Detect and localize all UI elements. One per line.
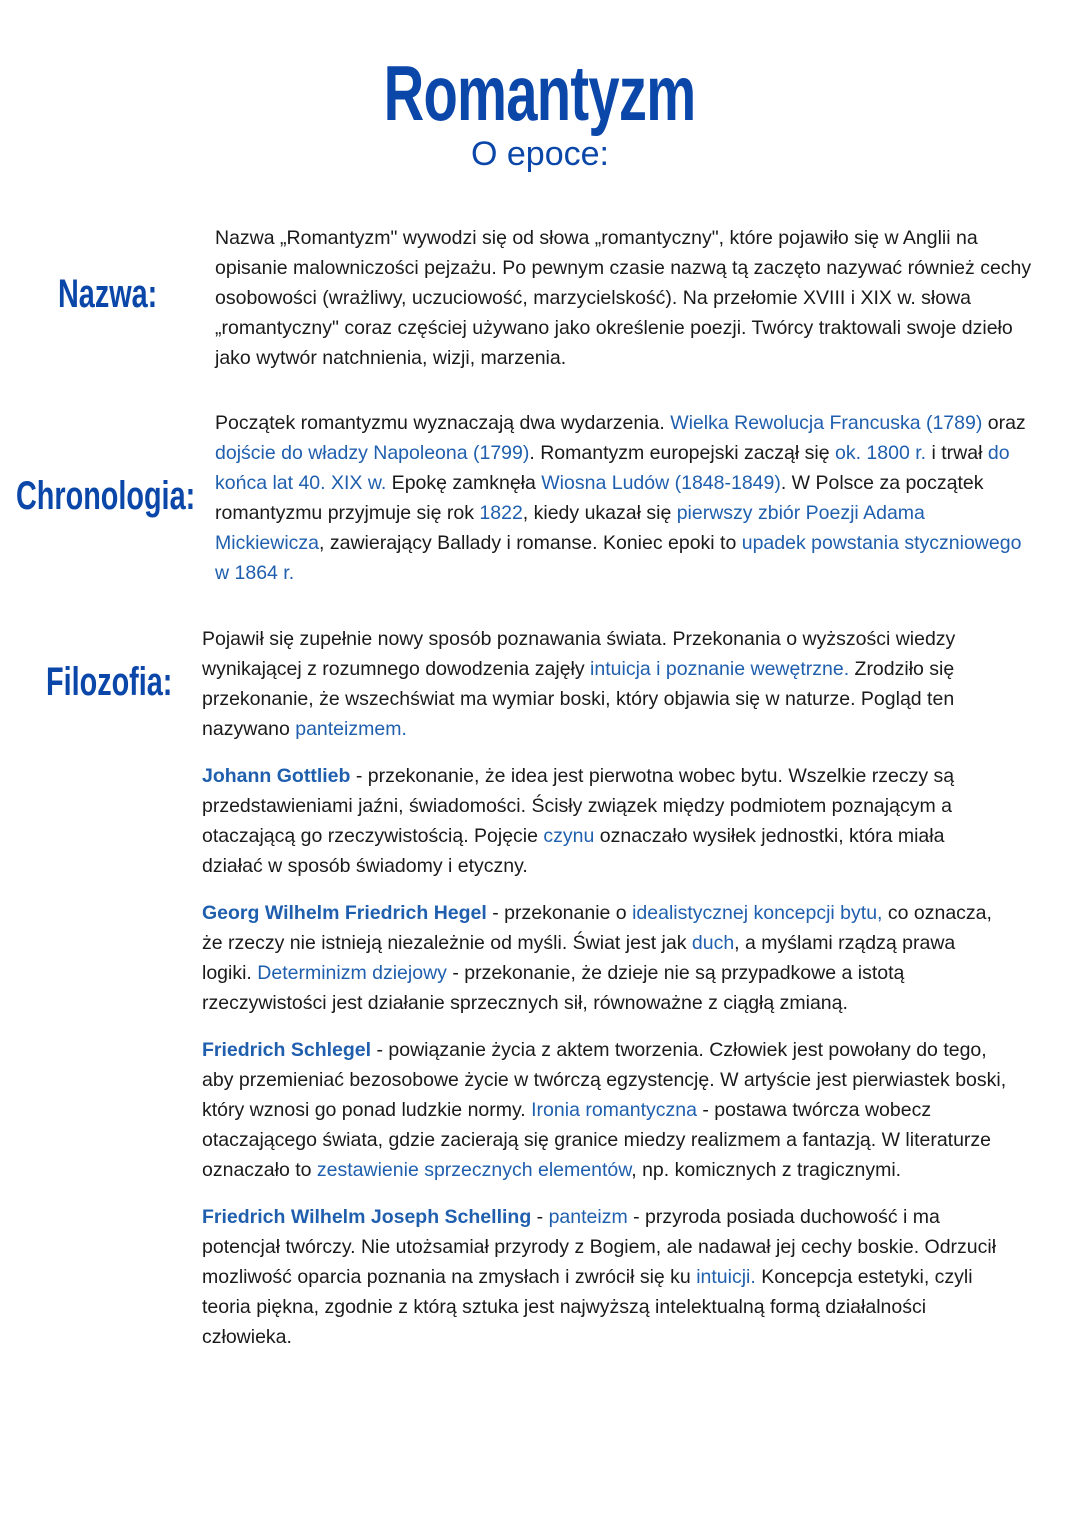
text-run: Koncepcja estetyki, czyli teoria piękna, zgodnie z którą sztuka jest najwyższą intelektualną formą działalności człowieka. — [202, 1266, 973, 1348]
paragraph — [215, 223, 1040, 373]
page-title — [0, 48, 1080, 138]
highlighted-term: Wiosna Ludów (1848-1849) — [541, 472, 781, 494]
text-run: - — [531, 1206, 549, 1228]
highlighted-term: Ironia romantyczna — [531, 1099, 697, 1121]
text-run: - przekonanie o — [486, 902, 633, 924]
text-run: - przekonanie, że dzieje nie są przypadkowe a istotą rzeczywistości jest działanie sprzecznych sił, równoważne z ciągłą zmianą. — [202, 962, 905, 1014]
highlighted-term: pierwszy zbiór Poezji Adama Mickiewicza — [215, 502, 925, 554]
text-run: - przyroda posiada duchowość i ma potencjał twórczy. Nie utożsamiał przyrody z Bogiem, ale nadawał jej cechy boskie. Odrzucił mozliwość oparcia poznania na zmysłach i zwrócił się ku — [202, 1206, 997, 1288]
text-run: Epokę zamknęła — [386, 472, 542, 494]
page-subtitle: O epoce: — [471, 135, 609, 173]
text-run: Zrodziło się przekonanie, że wszechświat ma wymiar boski, który objawia się w naturze. Pogląd ten nazywano — [202, 658, 955, 740]
highlighted-term: czynu — [543, 825, 595, 847]
highlighted-term: intuicja i poznanie wewętrzne. — [590, 658, 850, 680]
text-run: , np. komicznych z tragicznymi. — [631, 1159, 902, 1181]
philosopher-name: Friedrich Wilhelm Joseph Schelling — [202, 1206, 532, 1228]
text-run: - przekonanie, że idea jest pierwotna wobec bytu. Wszelkie rzeczy są przedstawieniami jaźni, świadomości. Ścisły związek między podmiotem poznającym a otaczającą go rzeczywistością. Pojęcie — [202, 765, 955, 847]
text-run: - powiązanie życia z aktem tworzenia. Człowiek jest powołany do tego, aby przemieniać bezosobowe życie w twórczą egzystencję. W artyście jest pierwiastek boski, który wznosi go ponad ludzkie normy. — [202, 1039, 1007, 1121]
text-run: co oznacza, że rzeczy nie istnieją niezalеżnie od myśli. Świat jest jak — [202, 902, 992, 954]
text-run: oraz — [982, 412, 1026, 434]
paragraph — [202, 1035, 1007, 1185]
paragraph — [202, 624, 1007, 744]
paragraph — [202, 1202, 1007, 1352]
highlighted-term: panteizm — [548, 1206, 628, 1228]
page-title-text: Romantyzm — [384, 49, 696, 137]
text-run: i trwał — [926, 442, 988, 464]
paragraph — [202, 898, 1007, 1018]
section-chronologia-text — [215, 408, 1030, 588]
text-run: Początek romantyzmu wyznaczają dwa wydarzenia. — [215, 412, 671, 434]
philosopher-name: Georg Wilhelm Friedrich Hegel — [202, 902, 487, 924]
section-filozofia-text — [202, 624, 1007, 1352]
paragraph — [202, 761, 1007, 881]
highlighted-term: panteizmem. — [295, 718, 407, 740]
text-run: oznaczało wysiłek jednostki, która miała działać w sposób świadomy i etyczny. — [202, 825, 945, 877]
section-label-chronologia: Chronologia: — [16, 474, 196, 518]
text-run: . Romantyzm europejski zaczął się — [529, 442, 835, 464]
highlighted-term: dojście do władzy Napoleona (1799) — [215, 442, 530, 464]
highlighted-term: upadek powstania styczniowego w 1864 r. — [215, 532, 1022, 584]
highlighted-term: Determinizm dziejowy — [257, 962, 447, 984]
highlighted-term: intuicji. — [696, 1266, 756, 1288]
text-run: , zawierający Ballady i romanse. Koniec epoki to — [319, 532, 742, 554]
section-label-filozofia: Filozofia: — [46, 660, 173, 704]
highlighted-term: duch — [691, 932, 735, 954]
paragraph — [215, 408, 1030, 588]
text-run: , a myślami rządzą prawa logiki. — [202, 932, 956, 984]
text-run: . W Polsce za początek romantyzmu przyjmuje się rok — [215, 472, 984, 524]
highlighted-term: ok. 1800 r. — [835, 442, 927, 464]
text-run: , kiedy ukazał się — [522, 502, 677, 524]
highlighted-term: idealistycznej koncepcji bytu, — [632, 902, 883, 924]
highlighted-term: Wielka Rewolucja Francuska (1789) — [670, 412, 983, 434]
section-nazwa-text — [215, 223, 1040, 373]
text-run: - postawa twórcza wobecz otaczającego świata, gdzie zacierają się granice miedzy realizmem a fantazją. W literaturze oznaczało to — [202, 1099, 992, 1181]
highlighted-term: zestawienie sprzecznych elementów — [316, 1159, 632, 1181]
philosopher-name: Friedrich Schlegel — [202, 1039, 372, 1061]
highlighted-term: 1822 — [479, 502, 523, 524]
philosopher-name: Johann Gottlieb — [202, 765, 351, 787]
highlighted-term: do końca lat 40. XIX w. — [215, 442, 1010, 494]
text-run: Pojawił się zupełnie nowy sposób poznawania świata. Przekonania o wyższości wiedzy wynikającej z rozumnego dowodzenia zajęły — [202, 628, 956, 680]
section-label-nazwa: Nazwa: — [58, 272, 158, 316]
text-run: Nazwa „Romantyzm" wywodzi się od słowa „romantyczny", które pojawiło się w Anglii na opisanie malowniczości pejzażu. Po pewnym czasie nazwą tą zaczęto nazywać również cechy osobowości (wrażliwy, uczuciowość, marzycielskość). Na przełomie XVIII i XIX w. słowa „romantyczny" coraz częściej używano jako określenie poezji. Twórcy traktowali swoje dzieło jako wytwór natchnienia, wizji, marzenia. — [215, 227, 1032, 369]
